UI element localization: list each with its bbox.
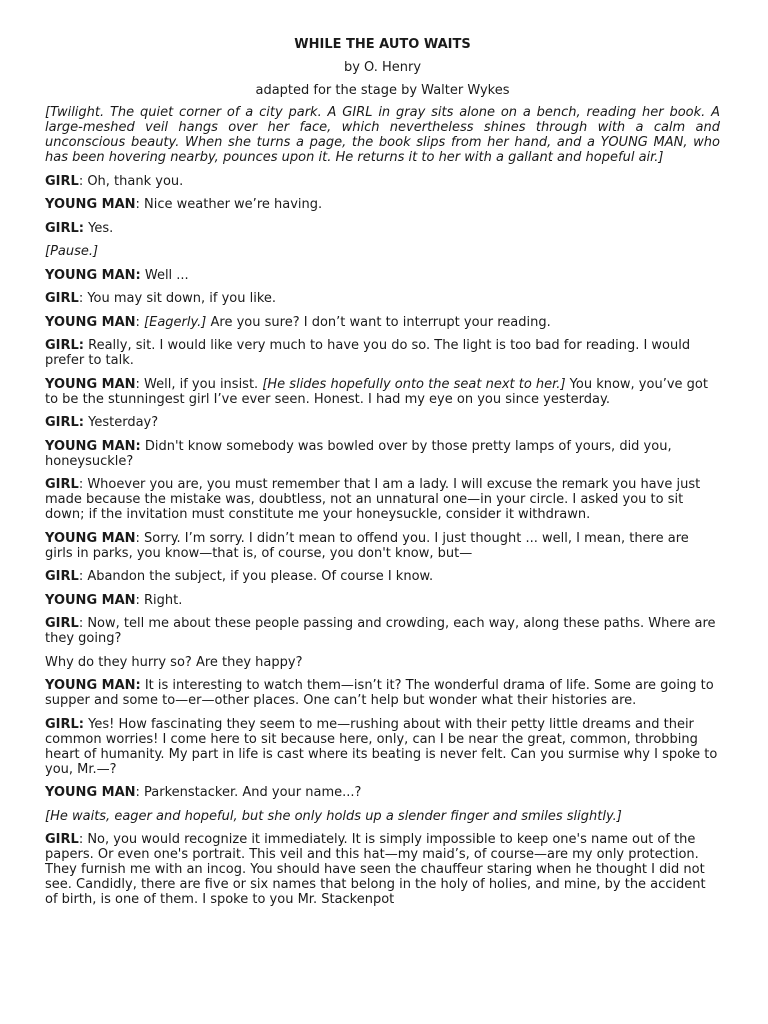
dialogue-line [45,616,720,646]
dialogue-line [45,678,720,708]
dialogue-text: : Abandon the subject, if you please. Of course I know. [78,569,434,584]
dialogue-text: : Right. [135,592,183,608]
dialogue-text: : Whoever you are, you must remember that I am a lady. I will excuse the remark you have just made because the mistake was, doubtless, not an unnatural one—in your circle. I asked you to sit down; if the invitation must constitute me your honeysuckle, consider it withdrawn. [45,477,701,522]
dialogue-text: Well ... [140,267,189,283]
dialogue-line [45,415,720,430]
dialogue-text: Yes! How fascinating they seem to me—rushing about with their petty little dreams and their common worries! I come here to sit because here, only, can I be near the great, common, throbbing heart of humanity. My part in life is cast where its beating is never felt. Can you surmise why I spoke to you, Mr.—? [45,716,718,777]
continuation-line [45,655,720,670]
speaker-name: YOUNG MAN [45,785,136,800]
speaker-name: GIRL [45,832,79,847]
dialogue-line [45,569,720,584]
stage-direction-text: [Pause.] [45,244,99,259]
dialogue-text: Why do they hurry so? Are they happy? [45,654,303,670]
dialogue-text: Didn't know somebody was bowled over by those pretty lamps of yours, did you, honeysuckle? [45,438,672,469]
stage-direction-text: [He slides hopefully onto the seat next to her.] [262,376,566,392]
document-page [45,36,720,916]
speaker-name: YOUNG MAN [45,314,136,330]
dialogue-text: : Nice weather we’re having. [135,197,323,212]
speaker-name: GIRL [45,173,79,189]
dialogue-line [45,197,720,212]
dialogue-text: : Sorry. I’m sorry. I didn’t mean to offend you. I just thought ... well, I mean, there are girls in parks, you know—that is, of course, you don't know, but— [45,530,689,561]
speaker-name: YOUNG MAN: [45,438,141,454]
dialogue-line [45,439,720,469]
dialogue-text: Yesterday? [84,415,159,430]
dialogue-text: You know, you’ve got to be the stunningest girl I’ve ever seen. Honest. I had my eye on you since yesterday. [45,376,708,407]
stage-direction-text: [Eagerly.] [144,314,207,330]
speaker-name: YOUNG MAN [45,530,136,546]
dialogue-text: Really, sit. I would like very much to have you do so. The light is too bad for reading. I would prefer to talk. [45,338,691,368]
dialogue-text: : You may sit down, if you like. [78,291,277,306]
dialogue-line [45,785,720,800]
speaker-name: GIRL: [45,220,84,236]
dialogue-text: Yes. [84,220,114,236]
stage-direction [45,105,720,165]
dialogue-text: Are you sure? I don’t want to interrupt your reading. [206,314,551,330]
speaker-name: YOUNG MAN [45,592,136,608]
speaker-name: GIRL: [45,415,84,430]
dialogue-line [45,531,720,561]
speaker-name: GIRL: [45,338,84,353]
dialogue-text: : [135,314,145,330]
speaker-name: YOUNG MAN [45,197,136,212]
dialogue-line [45,291,720,306]
dialogue-text: It is interesting to watch them—isn’t it? The wonderful drama of life. Some are going to supper and some to—er—other places. One can’t help but wonder what their histories are. [45,678,714,708]
dialogue-text: : Now, tell me about these people passing and crowding, each way, along these paths. Where are they going? [45,616,716,646]
stage-direction [45,809,720,824]
speaker-name: GIRL [45,291,79,306]
dialogue-line [45,315,720,330]
speaker-name: GIRL [45,569,79,584]
dialogue-text: : Oh, thank you. [78,173,184,189]
dialogue-line [45,338,720,368]
speaker-name: GIRL [45,477,79,492]
dialogue-line [45,221,720,236]
script-body [45,105,720,907]
dialogue-line [45,593,720,608]
speaker-name: YOUNG MAN: [45,678,141,693]
adaptation-credit: adapted for the stage by Walter Wykes [255,83,510,98]
dialogue-line [45,477,720,522]
dialogue-line [45,268,720,283]
dialogue-line [45,174,720,189]
dialogue-line [45,377,720,407]
dialogue-text: : Parkenstacker. And your name...? [135,785,362,800]
dialogue-text: : No, you would recognize it immediately. It is simply impossible to keep one's name out of the papers. Or even one's portrait. This veil and this hat—my maid’s, of course—are my only protection. They furnish me with an incog. You should have seen the chauffeur staring when he thought I did not see. Candidly, there are five or six names that belong in the holy of holies, and mine, by the accident of birth, is one of them. I spoke to you Mr. Stackenpot [45,832,706,907]
author-byline: by O. Henry [343,60,422,75]
play-title: WHILE THE AUTO WAITS [294,37,471,52]
speaker-name: YOUNG MAN [45,376,136,392]
stage-direction-text: [Twilight. The quiet corner of a city park. A GIRL in gray sits alone on a bench, reading her book. A large-meshed veil hangs over her face, which nevertheless shines through with a calm and unconscious beauty. When she turns a page, the book slips from her hand, and a YOUNG MAN, who has been hovering nearby, pounces upon it. He returns it to her with a gallant and hopeful air.] [45,105,720,165]
dialogue-line [45,717,720,777]
speaker-name: GIRL [45,616,79,631]
speaker-name: YOUNG MAN: [45,267,141,283]
stage-direction [45,244,720,259]
dialogue-text: : Well, if you insist. [135,376,263,392]
dialogue-line [45,832,720,907]
stage-direction-text: [He waits, eager and hopeful, but she only holds up a slender finger and smiles slightly.] [45,808,622,824]
speaker-name: GIRL: [45,716,84,732]
